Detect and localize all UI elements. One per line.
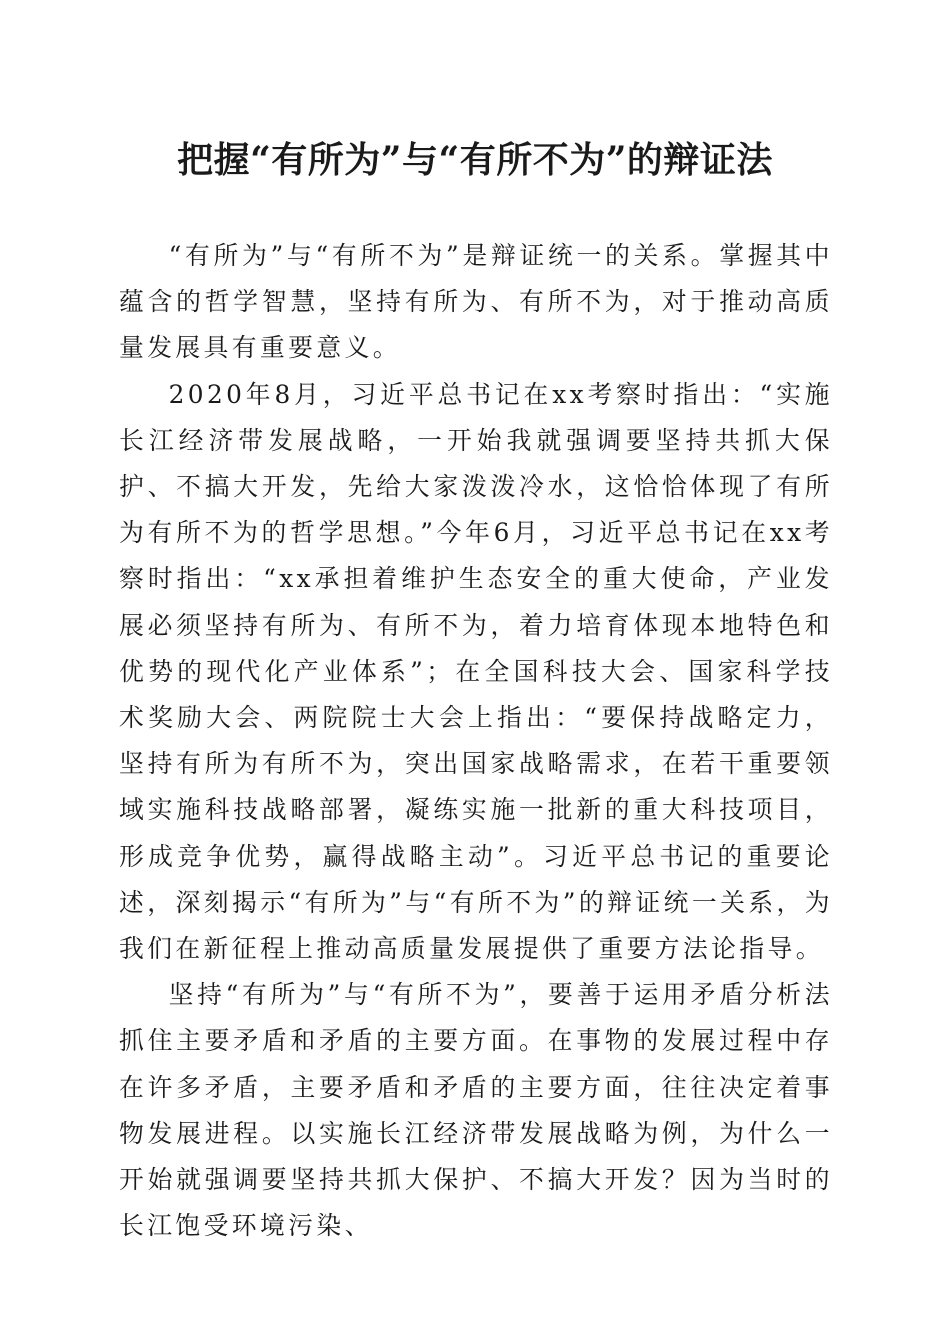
paragraph-quotes: 2020年8月，习近平总书记在xx考察时指出：“实施长江经济带发展战略，一开始我就强调要坚持共抓大保护、不搞大开发，先给大家泼泼冷水，这恰恰体现了有所为有所不为的哲学思想。”今年6月，习近平总书记在xx考察时指出：“xx承担着维护生态安全的重大使命，产业发展必须坚持有所为、有所不为，着力培育体现本地特色和优势的现代化产业体系”；在全国科技大会、国家科学技术奖励大会、两院院士大会上指出：“要保持战略定力，坚持有所为有所不为，突出国家战略需求，在若干重要领域实施科技战略部署，凝练实施一批新的重大科技项目，形成竞争优势，赢得战略主动”。习近平总书记的重要论述，深刻揭示“有所为”与“有所不为”的辩证统一关系，为我们在新征程上推动高质量发展提供了重要方法论指导。 (119, 379, 833, 964)
paragraph-contradiction-analysis: 坚持“有所为”与“有所不为”，要善于运用矛盾分析法抓住主要矛盾和矛盾的主要方面。在事物的发展过程中存在许多矛盾，主要矛盾和矛盾的主要方面，往往决定着事物发展进程。以实施长江经济带发展战略为例，为什么一开始就强调要坚持共抓大保护、不搞大开发？因为当时的长江饱受环境污染、 (119, 980, 833, 1241)
document-body (119, 233, 833, 1249)
document-title: 把握“有所为”与“有所不为”的辩证法 (177, 139, 773, 181)
paragraph-intro: “有所为”与“有所不为”是辩证统一的关系。掌握其中蕴含的哲学智慧，坚持有所为、有所不为，对于推动高质量发展具有重要意义。 (119, 241, 833, 363)
